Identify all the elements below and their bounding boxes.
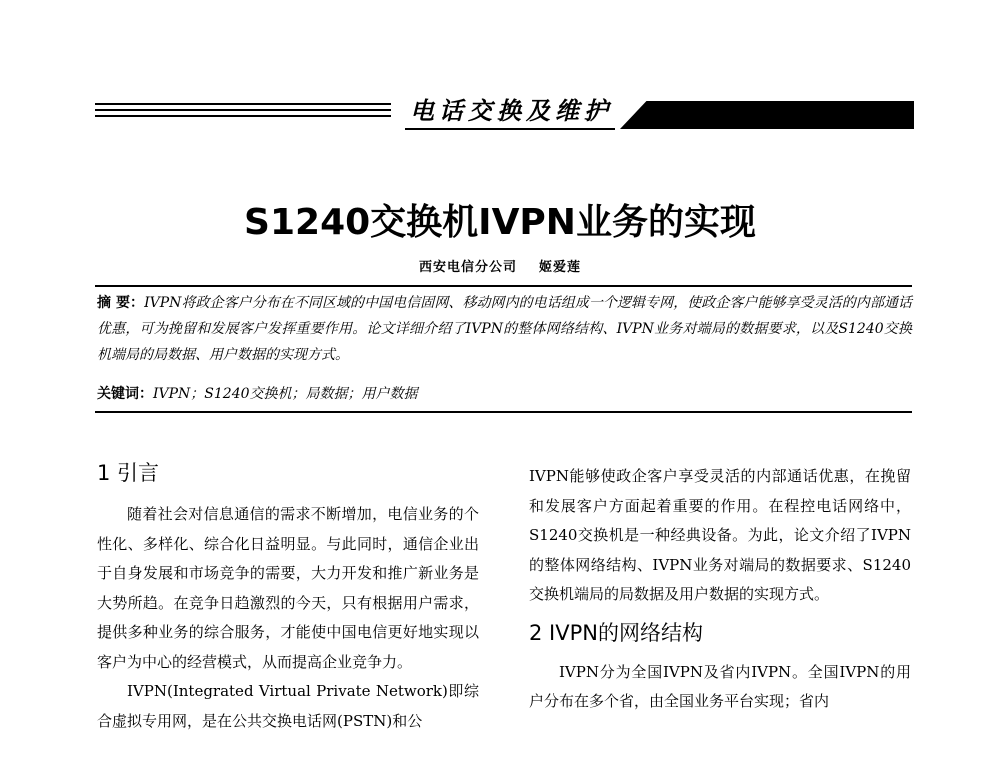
paragraph: IVPN能够使政企客户享受灵活的内部通话优惠，在挽留和发展客户方面起着重要的作用。在程控电话网络中，S1240交换机是一种经典设备。为此，论文介绍了IVPN的整体网络结构、IVPN业务对端局的数据要求、S1240交换机端局的局数据及用户数据的实现方式。 [529,467,911,603]
section-heading-1: 1 引言 [97,461,160,485]
header-black-wedge [620,101,914,129]
keywords-label: 关键词： [97,386,153,402]
section-heading-2: 2 IVPN的网络结构 [529,620,703,645]
section-label: 电话交换及维护 [410,97,613,125]
left-column [97,458,479,736]
paragraph: IVPN(Integrated Virtual Private Network)即综合虚拟专用网，是在公共交换电话网(PSTN)和公 [97,682,479,730]
abstract-bottom-rule [95,411,912,413]
abstract [97,290,912,368]
keywords [97,381,912,407]
paragraph: IVPN分为全国IVPN及省内IVPN。全国IVPN的用户分布在多个省，由全国业务平台实现；省内 [529,662,911,710]
section-label-underline [405,128,615,130]
article-title: S1240交换机IVPN业务的实现 [244,202,756,243]
keywords-text: IVPN；S1240交换机；局数据；用户数据 [153,386,418,402]
abstract-top-rule [95,285,912,287]
right-column [529,462,911,717]
abstract-text: IVPN将政企客户分布在不同区域的中国电信固网、移动网内的电话组成一个逻辑专网，使政企客户能够享受灵活的内部通话优惠，可为挽留和发展客户发挥重要作用。论文详细介绍了IVPN的整体网络结构、IVPN业务对端局的数据要求，以及S1240交换机端局的局数据、用户数据的实现方式。 [97,295,912,363]
header-rule-lines [95,103,391,125]
author-line: 西安电信分公司 姬爱莲 [418,260,582,275]
paragraph: 随着社会对信息通信的需求不断增加，电信业务的个性化、多样化、综合化日益明显。与此同时，通信企业出于自身发展和市场竞争的需要，大力开发和推广新业务是大势所趋。在竞争日趋激烈的今天，只有根据用户需求，提供多种业务的综合服务，才能使中国电信更好地实现以客户为中心的经营模式，从而提高企业竞争力。 [97,505,479,671]
abstract-label: 摘 要： [97,295,145,311]
